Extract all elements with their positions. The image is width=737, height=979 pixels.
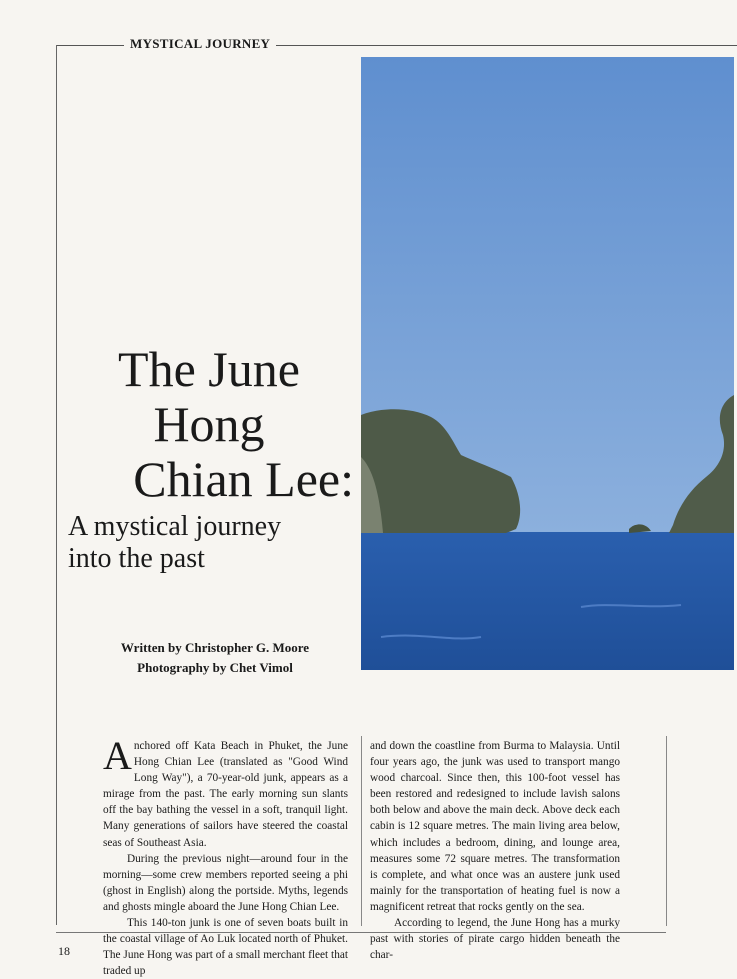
seascape-illustration [361,57,734,670]
bottom-rule [56,932,666,933]
sea [361,532,734,670]
column-divider [361,736,362,926]
title-line: Chian Lee: [133,451,354,507]
drop-cap: A [103,733,132,778]
subtitle-line: A mystical journey [68,511,282,542]
seascape-photo [361,57,734,670]
paragraph: During the previous night—around four in the morning—some crew members reported seeing a phi (ghost in English) along the portside. Myths, legends and ghosts mingle aboard the June Hong Chian Lee. [103,852,348,913]
paragraph: and down the coastline from Burma to Malaysia. Until four years ago, the junk was used to transport mango wood charcoal. Since then, this 100-foot vessel has been restored and redesigned to include lavish salons both below and above the main deck. Above deck each cabin is 12 square metres. The main living area below, which includes a bedroom, dining, and lounge area, measures some 72 square metres. The transformation is complete, and what once was an austere junk used mainly for the transportation of heating fuel is now a magnificent retreat that rocks gently on the sea. [370,740,620,913]
article-subtitle [64,511,354,575]
photographer-credit: Photography by Chet Vimol [137,660,293,675]
credits [100,638,330,678]
left-border-rule [56,45,57,925]
title-line: The June [118,341,300,397]
title-line: Hong [153,396,265,452]
subtitle-line: into the past [68,543,205,574]
paragraph: Anchored off Kata Beach in Phuket, the June Hong Chian Lee (translated as "Good Wind Long Way"), a 70-year-old junk, appears as a mirage from the past. The early morning sun slants off the bay bathing the vessel in a soft, tranquil light. Many generations of sailors have steered the coastal seas of Southeast Asia. [103,733,348,849]
article-title [64,342,354,575]
page-number: 18 [58,944,70,958]
right-column-rule [666,736,667,926]
paragraph: This 140-ton junk is one of seven boats built in the coastal village of Ao Luk located north of Phuket. The June Hong was part of a small merchant fleet that traded up [103,917,348,978]
section-label: MYSTICAL JOURNEY [124,36,276,52]
writer-credit: Written by Christopher G. Moore [120,640,310,655]
article-column-2 [370,738,620,963]
paragraph: According to legend, the June Hong has a murky past with stories of pirate cargo hidden beneath the char- [370,917,620,962]
article-column-1 [103,733,348,979]
